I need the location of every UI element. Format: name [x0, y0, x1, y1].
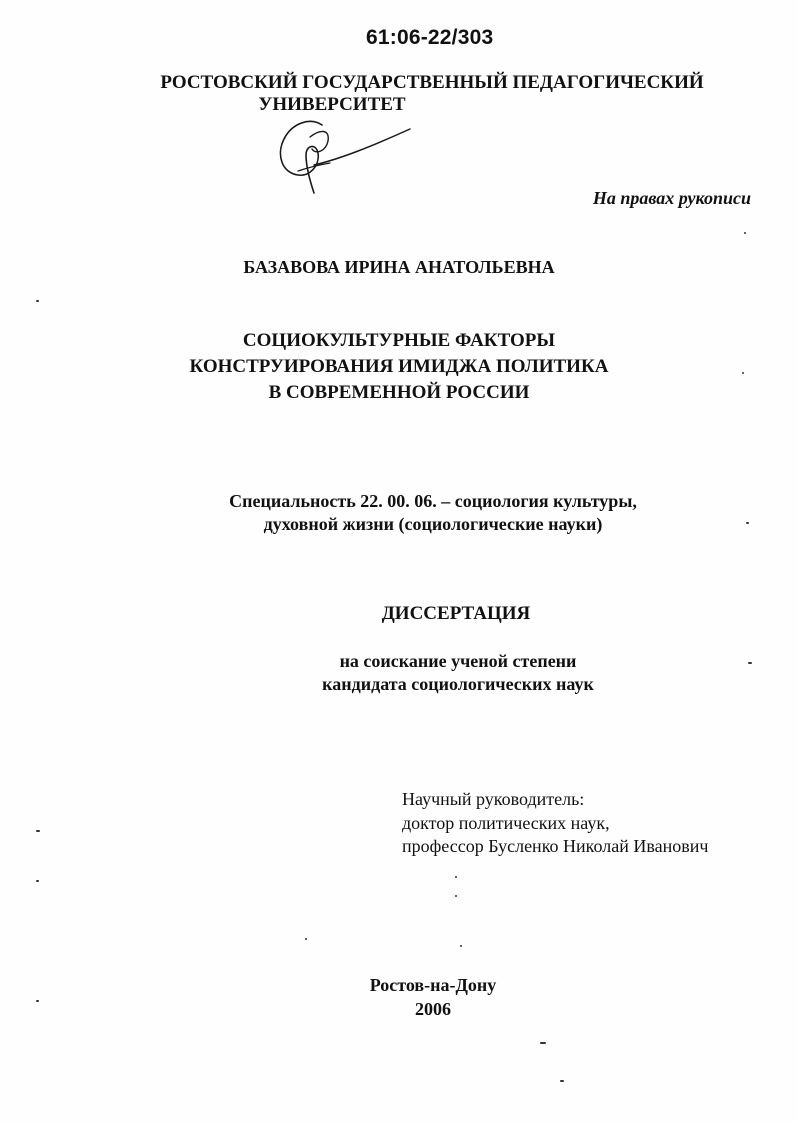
city: Ростов-на-Дону — [369, 975, 497, 995]
year: 2006 — [415, 999, 451, 1019]
degree-line1: на соискание ученой степени — [339, 651, 577, 671]
university-name-line1: РОСТОВСКИЙ ГОСУДАРСТВЕННЫЙ ПЕДАГОГИЧЕСКИЙ — [160, 72, 704, 93]
author-name: БАЗАВОВА ИРИНА АНАТОЛЬЕВНА — [243, 257, 555, 277]
scan-speck — [748, 662, 752, 664]
scan-speck — [460, 945, 462, 947]
advisor-name: профессор Бусленко Николай Иванович — [402, 836, 709, 856]
scan-speck — [742, 372, 744, 374]
advisor-label: Научный руководитель: — [402, 789, 585, 809]
university-name-line2: УНИВЕРСИТЕТ — [258, 94, 406, 115]
document-type: ДИССЕРТАЦИЯ — [381, 603, 531, 624]
degree-line2: кандидата социологических наук — [322, 674, 594, 694]
specialty-line2: духовной жизни (социологические науки) — [263, 514, 603, 534]
scan-speck — [744, 232, 746, 234]
archive-code: 61:06-22/303 — [366, 26, 494, 49]
dissertation-title-line1: СОЦИОКУЛЬТУРНЫЕ ФАКТОРЫ — [242, 330, 556, 351]
specialty-line1: Специальность 22. 00. 06. – социология культуры, — [229, 491, 637, 511]
dissertation-title-line2: КОНСТРУИРОВАНИЯ ИМИДЖА ПОЛИТИКА — [189, 356, 609, 377]
scan-speck — [455, 895, 457, 897]
scan-speck — [36, 300, 39, 302]
scan-speck — [560, 1080, 564, 1082]
dissertation-title-line3: В СОВРЕМЕННОЙ РОССИИ — [268, 382, 530, 403]
scan-speck — [455, 876, 457, 878]
scan-speck — [36, 830, 40, 832]
scan-speck — [746, 522, 749, 524]
handwritten-signature — [270, 115, 420, 195]
scan-speck — [36, 1000, 39, 1002]
rights-note: На правах рукописи — [592, 188, 751, 208]
scan-speck — [305, 938, 307, 940]
scan-speck — [36, 880, 39, 882]
advisor-degree: доктор политических наук, — [402, 813, 610, 833]
scan-speck — [540, 1042, 546, 1044]
